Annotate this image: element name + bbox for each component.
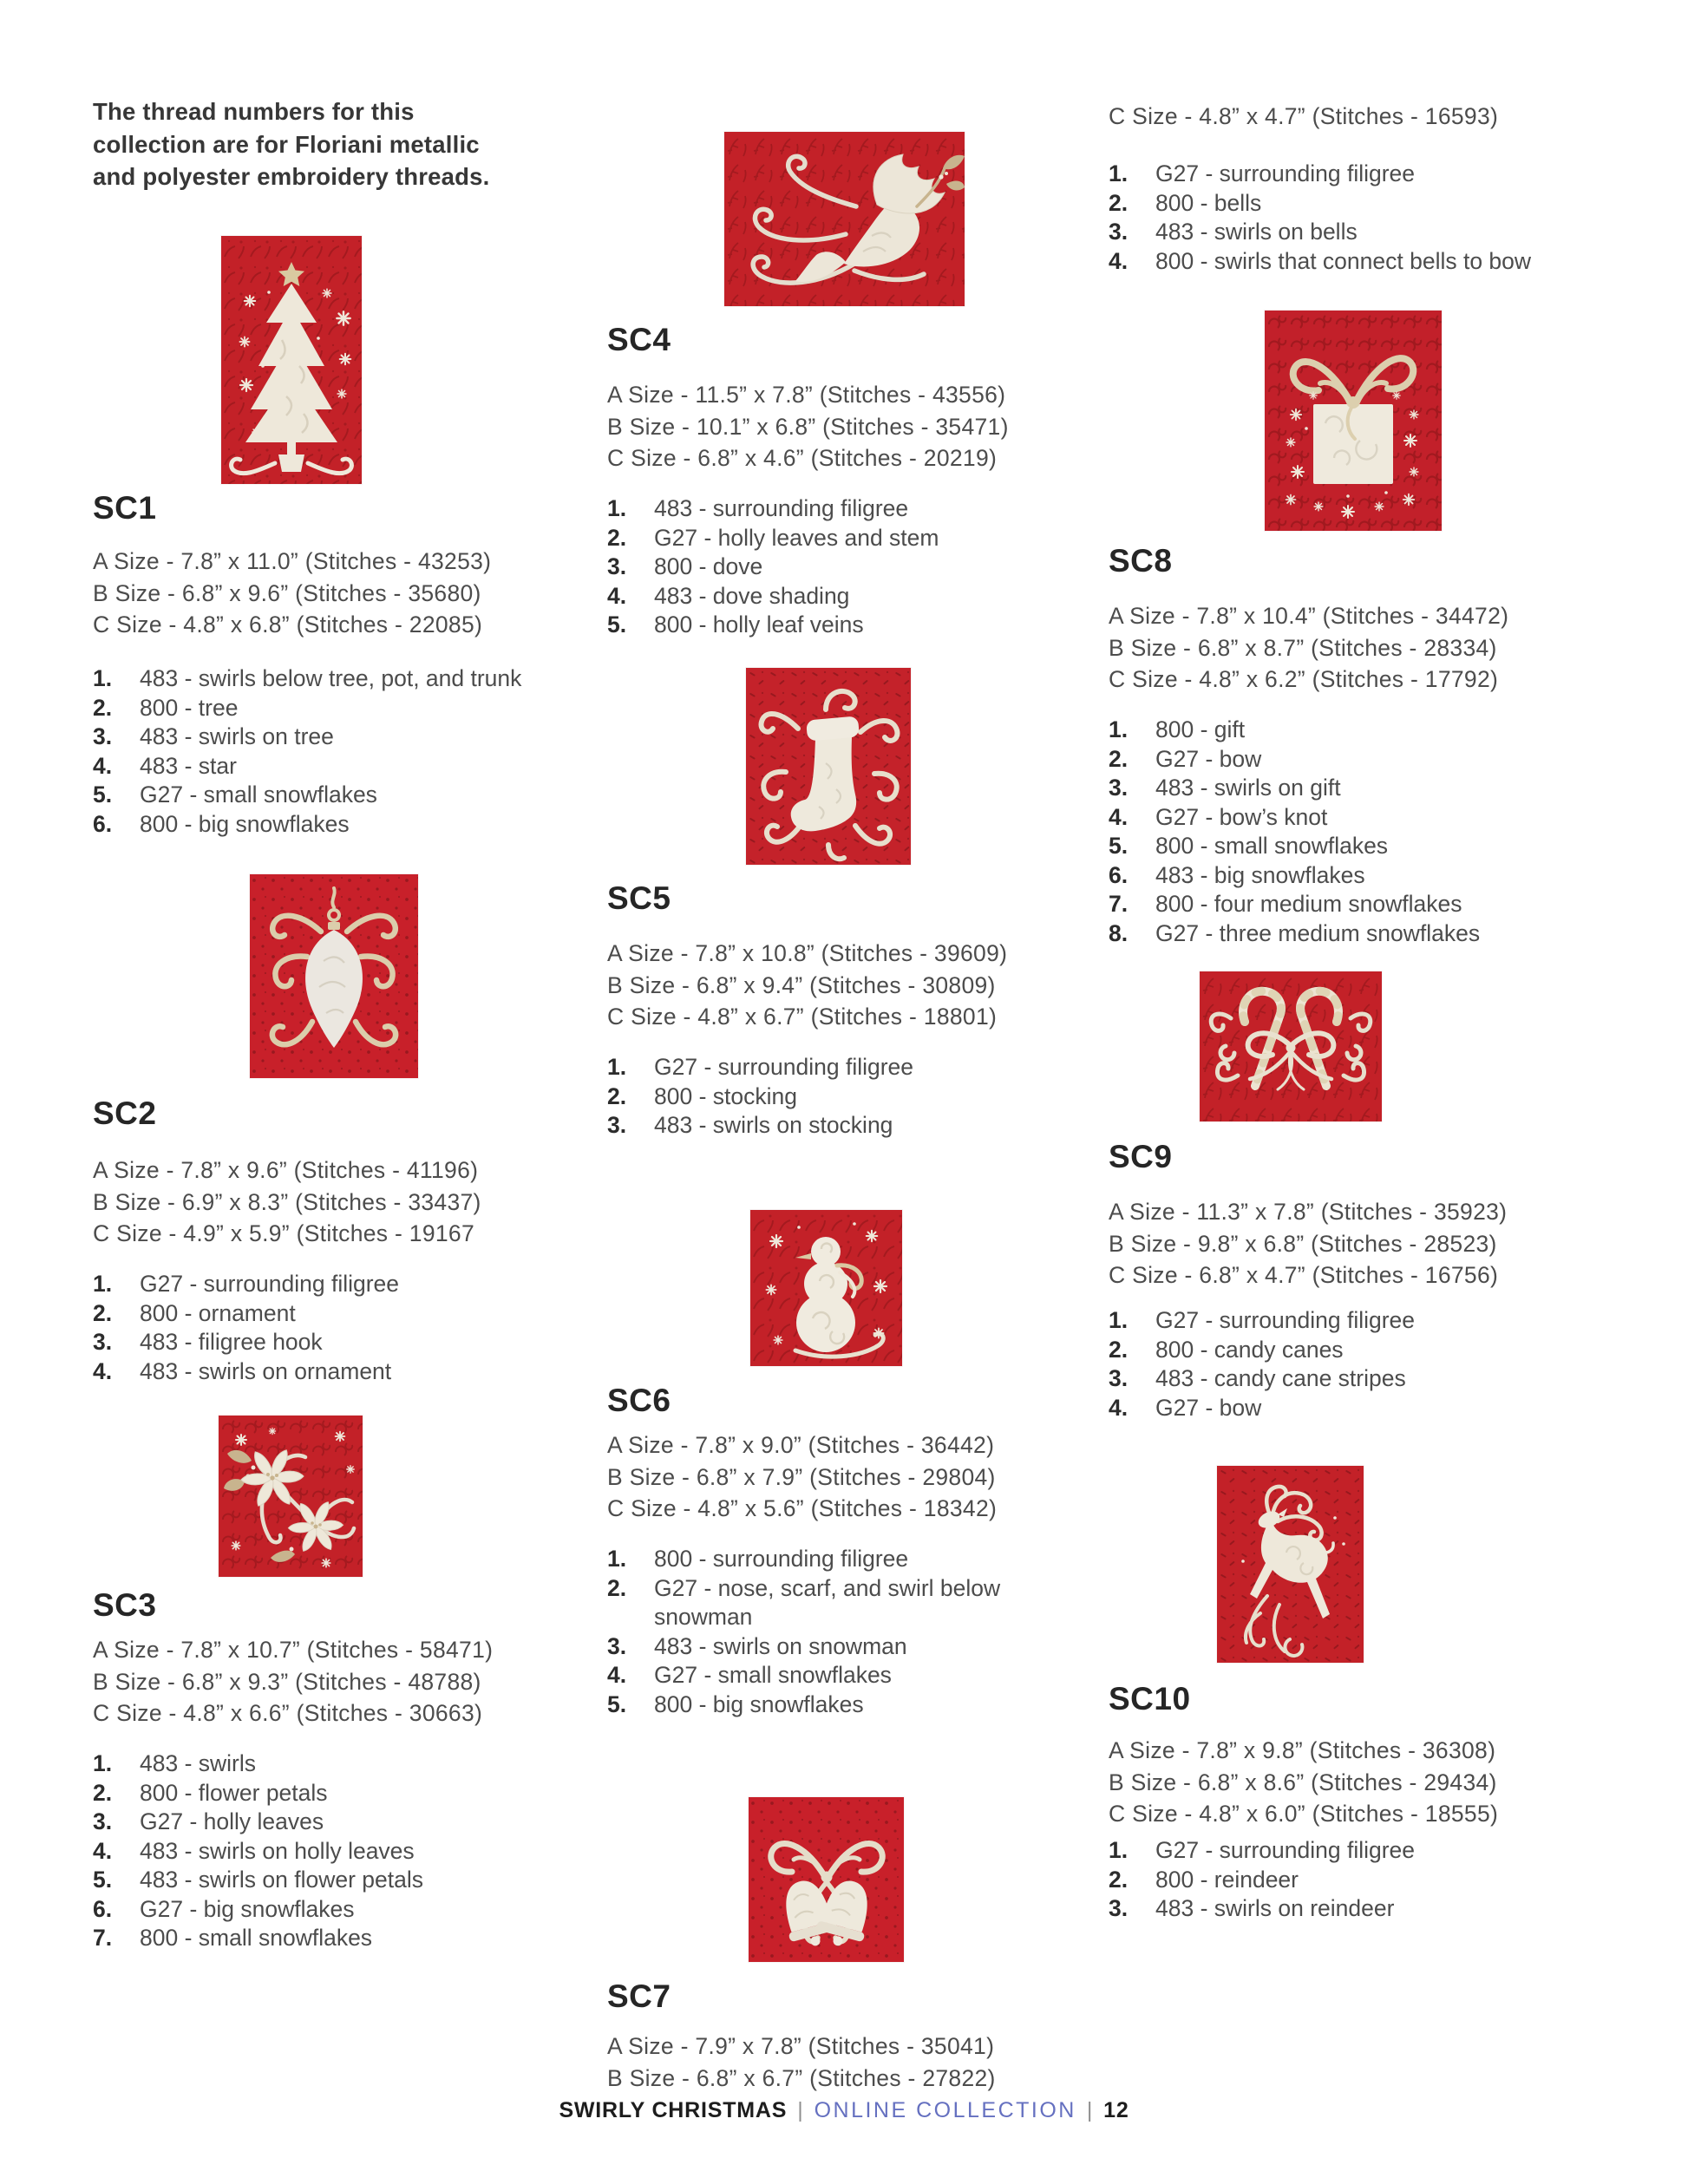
thread-item: 4. 483 - swirls on holly leaves [93, 1837, 415, 1864]
design-sc4-thread-list [607, 494, 939, 640]
size-line: C Size - 4.9” x 5.9” (Stitches - 19167 [93, 1220, 474, 1246]
sc9-candy-canes-image [1200, 971, 1382, 1121]
intro-line: collection are for Floriani metallic [93, 130, 480, 158]
design-sc7-thread-list [1109, 160, 1531, 276]
design-sc1-thread-list [93, 664, 521, 839]
size-line: C Size - 4.8” x 6.8” (Stitches - 22085) [93, 611, 483, 638]
design-sc9-thread-list [1109, 1306, 1415, 1422]
design-sc9-heading: SC9 [1109, 1139, 1173, 1174]
size-line: A Size - 11.3” x 7.8” (Stitches - 35923) [1109, 1199, 1508, 1225]
size-line: B Size - 6.8” x 9.4” (Stitches - 30809) [607, 971, 996, 998]
thread-item: 6. G27 - big snowflakes [93, 1895, 355, 1922]
design-sc7-sizes-ab [607, 2030, 996, 2094]
design-sc4-heading: SC4 [607, 322, 671, 357]
design-sc10-sizes [1109, 1735, 1498, 1830]
design-sc5-thread-list [607, 1053, 913, 1141]
design-sc8-thread-list [1109, 716, 1480, 948]
size-line: B Size - 6.8” x 8.7” (Stitches - 28334) [1109, 634, 1497, 661]
sc8-gift-image [1265, 311, 1442, 531]
thread-item: 5. 800 - small snowflakes [1109, 833, 1389, 859]
thread-item: 1. 483 - surrounding filigree [607, 495, 909, 521]
design-sc10-thread-list [1109, 1836, 1415, 1924]
intro-line: The thread numbers for this [93, 98, 415, 125]
thread-item: 2. 800 - candy canes [1109, 1336, 1344, 1363]
size-line: B Size - 9.8” x 6.8” (Stitches - 28523) [1109, 1230, 1497, 1257]
footer-collection-name: SWIRLY CHRISTMAS [559, 2098, 788, 2122]
thread-item: 3. 483 - candy cane stripes [1109, 1365, 1406, 1391]
thread-item: 1. G27 - surrounding filigree [1109, 1307, 1416, 1333]
size-line: C Size - 4.8” x 4.7” (Stitches - 16593) [1109, 103, 1499, 129]
design-sc4-sizes [607, 379, 1009, 474]
thread-item: 5. 800 - holly leaf veins [607, 611, 864, 638]
design-sc1-sizes [93, 546, 491, 641]
size-line: B Size - 6.8” x 6.7” (Stitches - 27822) [607, 2064, 996, 2091]
thread-item: 4. G27 - bow [1109, 1394, 1262, 1421]
thread-item: 8. G27 - three medium snowflakes [1109, 919, 1481, 946]
design-sc8-sizes [1109, 600, 1508, 696]
size-line: B Size - 6.8” x 8.6” (Stitches - 29434) [1109, 1769, 1497, 1795]
sc1-christmas-tree-image [221, 236, 362, 484]
intro-line: and polyester embroidery threads. [93, 163, 490, 190]
thread-item: 5. 483 - swirls on flower petals [93, 1867, 423, 1893]
thread-item: 3. 483 - swirls on bells [1109, 219, 1358, 245]
size-line: C Size - 4.8” x 5.6” (Stitches - 18342) [607, 1495, 998, 1521]
thread-item: 2. 800 - stocking [607, 1082, 797, 1109]
thread-item: 3. 483 - swirls on stocking [607, 1112, 893, 1138]
size-line: B Size - 6.8” x 9.3” (Stitches - 48788) [93, 1668, 481, 1695]
thread-item: 2. G27 - holly leaves and stem [607, 524, 939, 551]
size-line: A Size - 7.9” x 7.8” (Stitches - 35041) [607, 2033, 995, 2059]
size-line: A Size - 7.8” x 10.7” (Stitches - 58471) [93, 1637, 494, 1663]
thread-item: 3. 483 - swirls on snowman [607, 1632, 907, 1659]
thread-item: 3. 800 - dove [607, 553, 763, 579]
thread-item: 2. G27 - nose, scarf, and swirl below snowman [607, 1574, 1001, 1630]
thread-item: 1. G27 - surrounding filigree [1109, 1837, 1416, 1863]
intro-note [93, 95, 489, 193]
sc7-bells-image [749, 1797, 904, 1962]
thread-item: 5. G27 - small snowflakes [93, 781, 377, 808]
size-line: C Size - 6.8” x 4.6” (Stitches - 20219) [607, 445, 998, 471]
footer-separator: | [1086, 2098, 1094, 2122]
thread-item: 4. 483 - dove shading [607, 582, 850, 609]
sc2-ornament-image [250, 874, 418, 1078]
thread-item: 5. 800 - big snowflakes [607, 1690, 864, 1717]
design-sc5-heading: SC5 [607, 880, 671, 916]
size-line: A Size - 7.8” x 9.0” (Stitches - 36442) [607, 1432, 995, 1458]
design-sc3-heading: SC3 [93, 1587, 157, 1623]
size-line: A Size - 7.8” x 11.0” (Stitches - 43253) [93, 548, 492, 574]
design-sc6-heading: SC6 [607, 1383, 671, 1418]
size-line: B Size - 6.8” x 7.9” (Stitches - 29804) [607, 1463, 996, 1490]
design-sc1-heading: SC1 [93, 490, 157, 526]
design-sc7-size-c [1109, 101, 1498, 133]
size-line: A Size - 11.5” x 7.8” (Stitches - 43556) [607, 382, 1006, 408]
thread-item: 2. 800 - bells [1109, 189, 1262, 216]
design-sc2-sizes [93, 1154, 481, 1250]
sc10-reindeer-image [1217, 1466, 1364, 1663]
page-footer [0, 2098, 1688, 2123]
size-line: A Size - 7.8” x 9.8” (Stitches - 36308) [1109, 1737, 1496, 1763]
thread-item: 4. G27 - small snowflakes [607, 1662, 892, 1688]
thread-item: 1. G27 - surrounding filigree [93, 1271, 400, 1297]
thread-item: 6. 800 - big snowflakes [93, 810, 350, 837]
design-sc5-sizes [607, 938, 1007, 1033]
sc3-poinsettia-image [219, 1416, 363, 1577]
sc5-stocking-image [746, 668, 911, 865]
design-sc3-thread-list [93, 1749, 423, 1953]
size-line: A Size - 7.8” x 10.8” (Stitches - 39609) [607, 940, 1008, 966]
thread-item: 2. 800 - tree [93, 694, 239, 721]
thread-item: 1. 483 - swirls below tree, pot, and trunk [93, 665, 522, 691]
thread-item: 1. G27 - surrounding filigree [1109, 160, 1416, 186]
size-line: B Size - 6.9” x 8.3” (Stitches - 33437) [93, 1188, 481, 1215]
design-sc7-heading: SC7 [607, 1978, 671, 2014]
size-line: A Size - 7.8” x 9.6” (Stitches - 41196) [93, 1157, 479, 1183]
thread-item: 4. 483 - star [93, 752, 237, 779]
size-line: B Size - 10.1” x 6.8” (Stitches - 35471) [607, 413, 1009, 440]
footer-edition: ONLINE COLLECTION [814, 2098, 1076, 2122]
thread-item: 3. G27 - holly leaves [93, 1808, 324, 1834]
thread-item: 3. 483 - swirls on gift [1109, 775, 1341, 801]
thread-item: 1. 800 - gift [1109, 716, 1246, 742]
design-sc6-thread-list [607, 1545, 1027, 1719]
size-line: A Size - 7.8” x 10.4” (Stitches - 34472) [1109, 603, 1509, 629]
size-line: C Size - 6.8” x 4.7” (Stitches - 16756) [1109, 1262, 1499, 1288]
design-sc2-thread-list [93, 1270, 399, 1386]
size-line: C Size - 4.8” x 6.2” (Stitches - 17792) [1109, 666, 1499, 692]
thread-item: 1. G27 - surrounding filigree [607, 1054, 914, 1080]
thread-item: 3. 483 - filigree hook [93, 1329, 323, 1355]
size-line: B Size - 6.8” x 9.6” (Stitches - 35680) [93, 579, 481, 606]
design-sc8-heading: SC8 [1109, 543, 1173, 579]
thread-item: 7. 800 - small snowflakes [93, 1925, 373, 1951]
size-line: C Size - 4.8” x 6.0” (Stitches - 18555) [1109, 1801, 1499, 1827]
thread-item: 3. 483 - swirls on tree [93, 723, 334, 749]
design-sc10-heading: SC10 [1109, 1681, 1191, 1716]
thread-item: 4. 483 - swirls on ornament [93, 1357, 392, 1384]
thread-item: 2. 800 - flower petals [93, 1779, 328, 1806]
size-line: C Size - 4.8” x 6.6” (Stitches - 30663) [93, 1700, 483, 1726]
thread-item: 4. 800 - swirls that connect bells to bow [1109, 247, 1532, 274]
thread-item: 2. 800 - ornament [93, 1299, 296, 1326]
design-sc3-sizes [93, 1634, 493, 1730]
thread-item: 3. 483 - swirls on reindeer [1109, 1895, 1395, 1921]
size-line: C Size - 4.8” x 6.7” (Stitches - 18801) [607, 1004, 998, 1030]
footer-page-number: 12 [1103, 2098, 1129, 2122]
thread-item: 2. G27 - bow [1109, 745, 1262, 772]
design-sc2-heading: SC2 [93, 1095, 157, 1131]
thread-item: 1. 483 - swirls [93, 1750, 257, 1776]
thread-item: 2. 800 - reindeer [1109, 1866, 1299, 1893]
design-sc6-sizes [607, 1429, 997, 1525]
thread-item: 4. G27 - bow’s knot [1109, 803, 1328, 830]
thread-item: 1. 800 - surrounding filigree [607, 1546, 909, 1572]
sc6-snowman-image [750, 1210, 902, 1366]
design-sc9-sizes [1109, 1196, 1507, 1291]
sc4-dove-image [724, 132, 965, 306]
footer-separator: | [797, 2098, 804, 2122]
thread-item: 7. 800 - four medium snowflakes [1109, 891, 1462, 917]
thread-item: 6. 483 - big snowflakes [1109, 861, 1365, 888]
